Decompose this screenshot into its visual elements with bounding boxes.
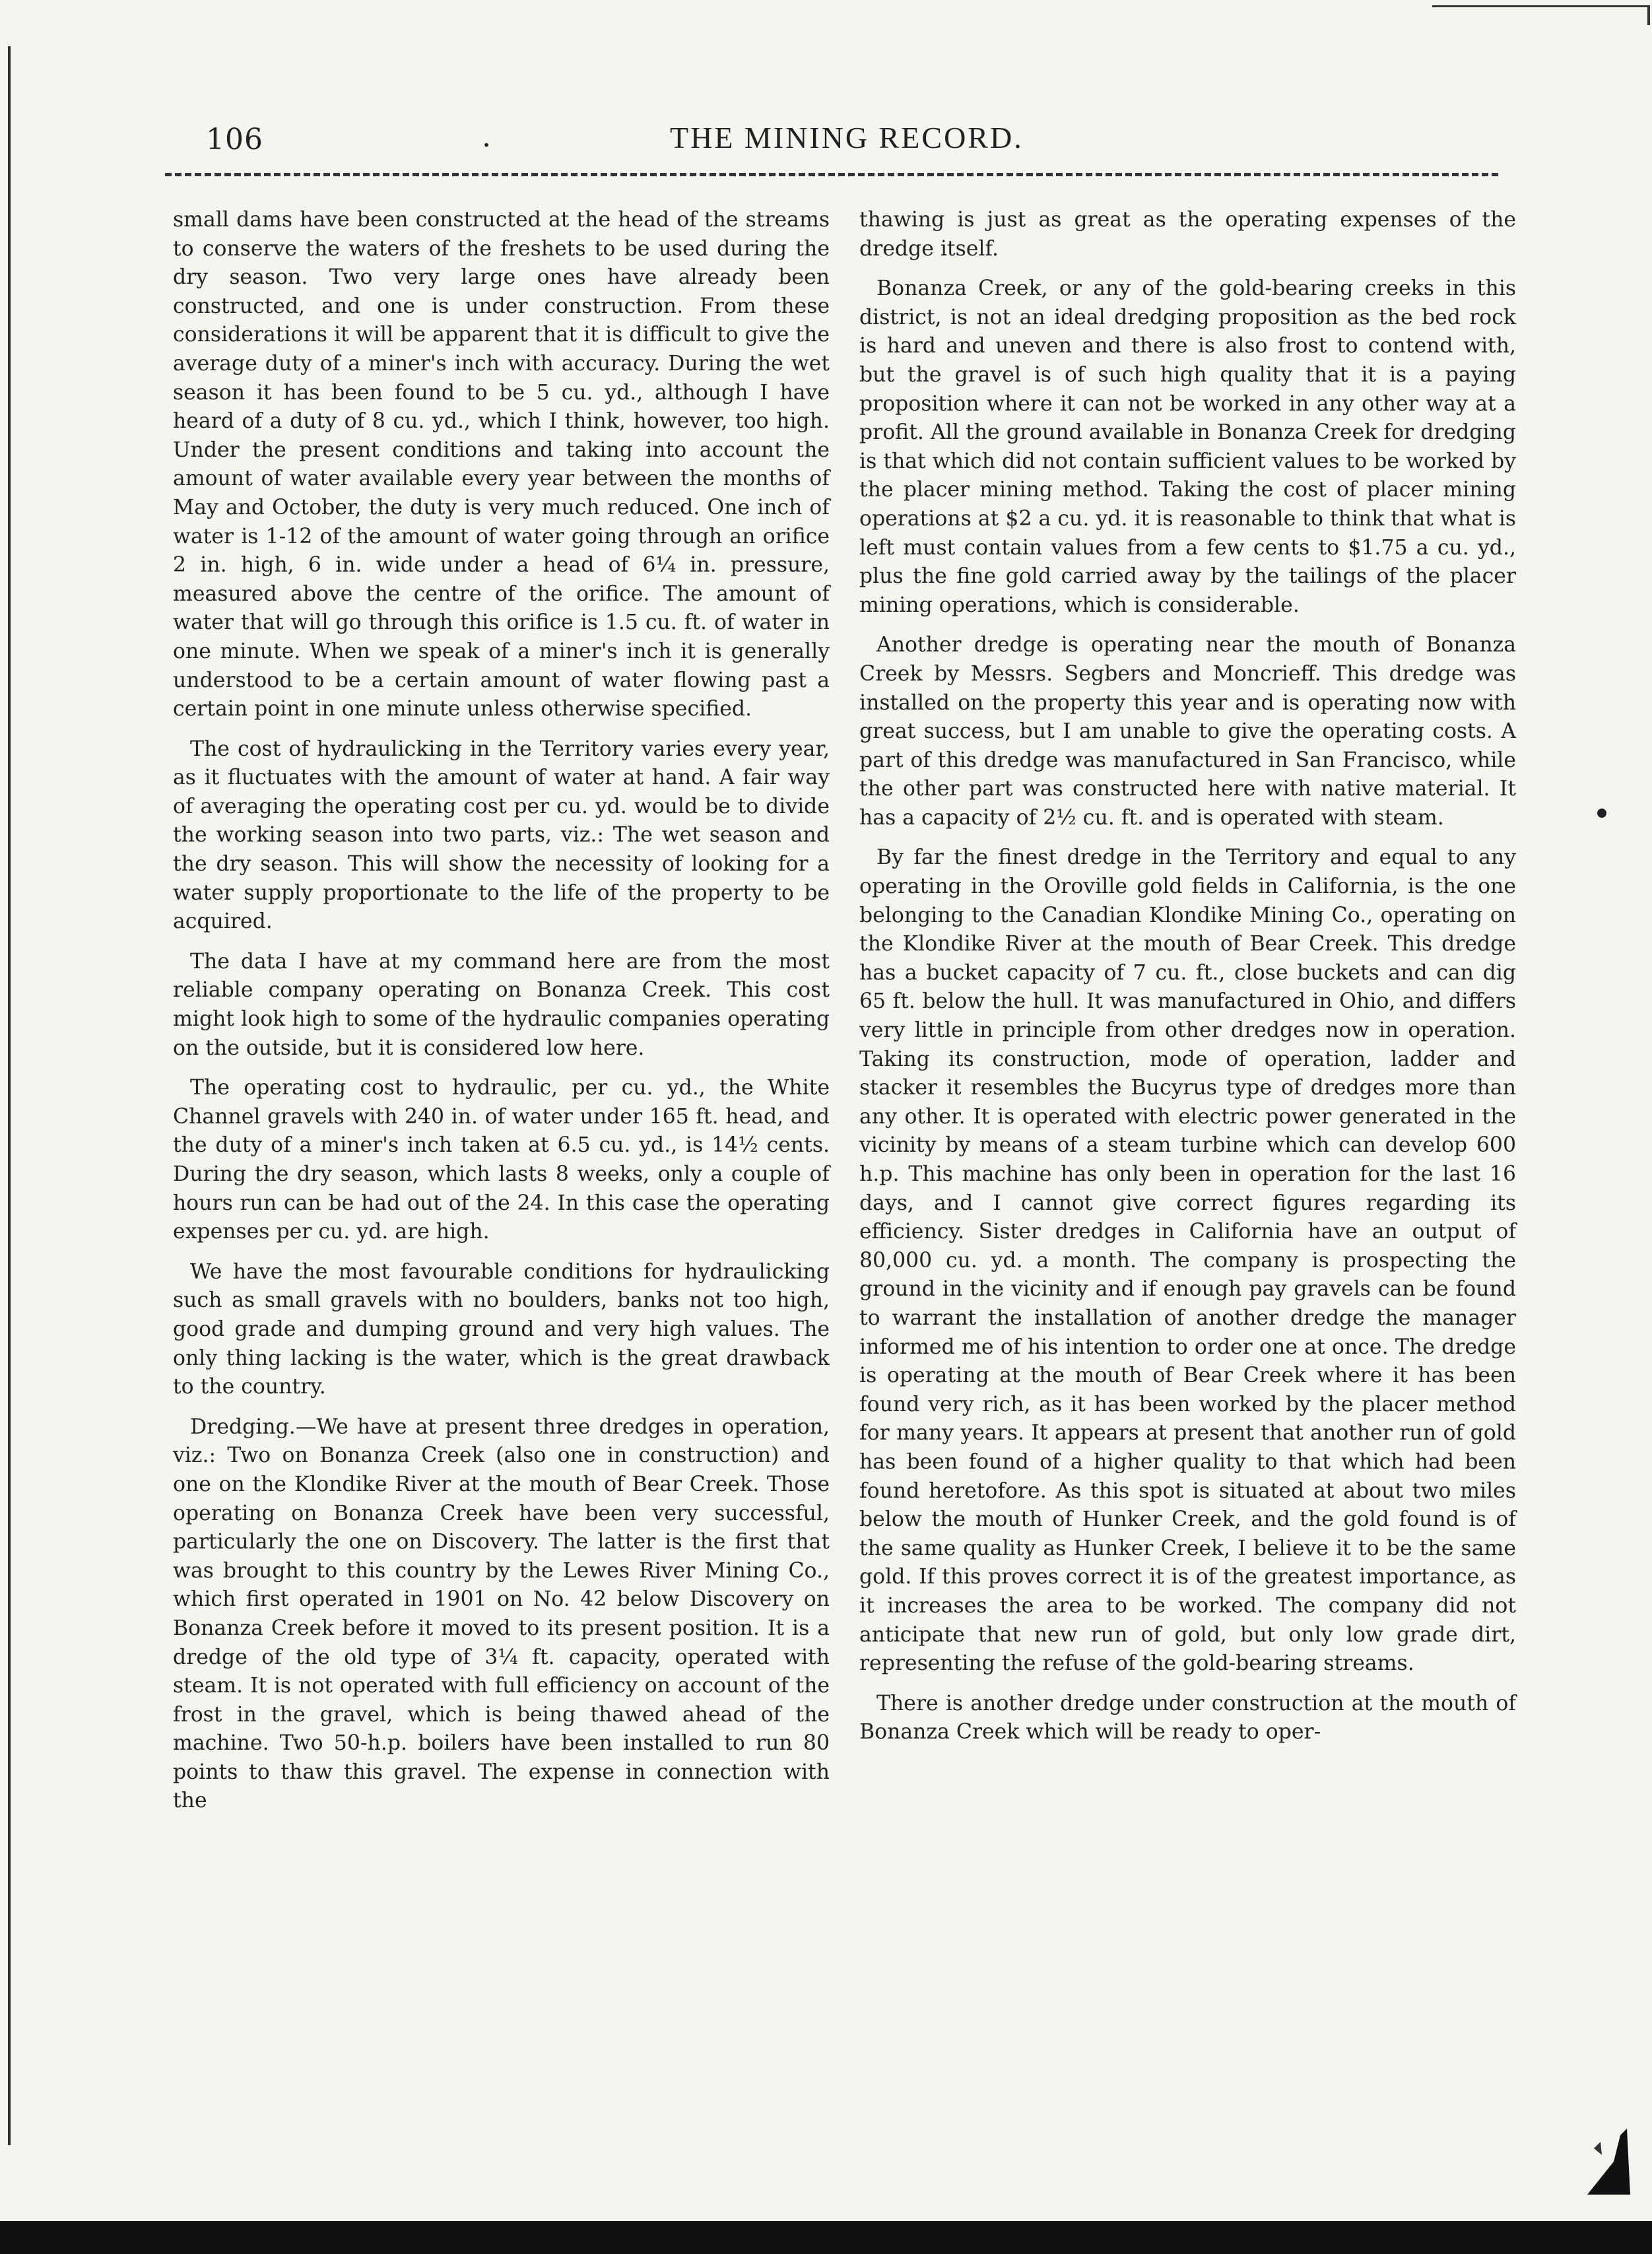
scan-bottom-bar <box>0 2221 1652 2254</box>
running-head: THE MINING RECORD. <box>670 121 1024 154</box>
scan-top-edge-tick <box>1647 5 1650 25</box>
right-column <box>859 206 1516 1758</box>
left-column <box>173 206 830 1827</box>
header-separator: . <box>482 120 491 154</box>
page-number: 106 <box>206 123 263 156</box>
left-paragraph-4: The operating cost to hydraulic, per cu. yd., the White Channel gravels with 240 in. of water under 165 ft. head, and the duty of a miner's inch taken at 6.5 cu. yd., is 14½ cents. During the dry season, which lasts 8 weeks, only a couple of hours run can be had out of the 24. In this case the operating expenses per cu. yd. are high. <box>173 1076 830 1244</box>
corner-scan-mark <box>1574 2122 1634 2195</box>
right-paragraph-1: thawing is just as great as the operating expenses of the dredge itself. <box>859 208 1516 261</box>
right-paragraph-4: By far the finest dredge in the Territory and equal to any operating in the Oroville gold fields in California, is the one belonging to the Canadian Klondike Mining Co., operating on the Klondike River at the mouth of Bear Creek. This dredge has a bucket capacity of 7 cu. ft., close buckets and can dig 65 ft. below the hull. It was manufactured in Ohio, and differs very little in principle from other dredges now in operation. Taking its construction, mode of operation, ladder and stacker it resembles the Bucyrus type of dredges more than any other. It is operated with electric power generated in the vicinity by means of a steam turbine which can develop 600 h.p. This machine has only been in operation for the last 16 days, and I cannot give correct figures regarding its efficiency. Sister dredges in California have an output of 80,000 cu. yd. a month. The company is prospecting the ground in the vicinity and if enough pay gravels can be found to warrant the installation of another dredge the manager informed me of his intention to order one at once. The dredge is operating at the mouth of Bear Creek where it has been found very rich, as it has been worked by the placer method for many years. It appears at present that another run of gold has been found of a higher quality to that which had been found heretofore. As this spot is situated at about two miles below the mouth of Hunker Creek, and the gold found is of the same quality as Hunker Creek, I believe it to be the same gold. If this proves correct it is of the greatest importance, as it increases the area to be worked. The company did not anticipate that new run of gold, but only low grade dirt, representing the refuse of the gold-bearing streams. <box>859 845 1516 1676</box>
scan-top-edge <box>1432 5 1650 7</box>
left-paragraph-6: Dredging.—We have at present three dredges in operation, viz.: Two on Bonanza Creek (also one in construction) and one on the Klondike River at the mouth of Bear Creek. Those operating on Bonanza Creek have been very successful, particularly the one on Discovery. The latter is the first that was brought to this country by the Lewes River Mining Co., which first operated in 1901 on No. 42 below Discovery on Bonanza Creek before it moved to its present position. It is a dredge of the old type of 3¼ ft. capacity, operated with steam. It is not operated with full efficiency on account of the frost in the gravel, which is being thawed ahead of the machine. Two 50-h.p. boilers have been installed to run 80 points to thaw this gravel. The expense in connection with the <box>173 1414 830 1813</box>
right-paragraph-3: Another dredge is operating near the mouth of Bonanza Creek by Messrs. Segbers and Moncrieff. This dredge was installed on the property this year and is operating now with great success, but I am unable to give the operating costs. A part of this dredge was manufactured in San Francisco, while the other part was constructed here with native material. It has a capacity of 2½ cu. ft. and is operated with steam. <box>859 633 1516 830</box>
header-rule <box>165 173 1498 176</box>
left-paragraph-3: The data I have at my command here are from the most reliable company operating on Bonanza Creek. This cost might look high to some of the hydraulic companies operating on the outside, but it is considered low here. <box>173 949 830 1060</box>
right-paragraph-5: There is another dredge under construction at the mouth of Bonanza Creek which will be ready to oper- <box>859 1691 1516 1744</box>
scan-left-edge <box>8 46 11 2145</box>
margin-dot <box>1597 809 1606 818</box>
right-paragraph-2: Bonanza Creek, or any of the gold-bearing creeks in this district, is not an ideal dredging proposition as the bed rock is hard and uneven and there is also frost to contend with, but the gravel is of such high quality that it is a paying proposition where it can not be worked in any other way at a profit. All the ground available in Bonanza Creek for dredging is that which did not contain sufficient values to be worked by the placer mining method. Taking the cost of placer mining operations at $2 a cu. yd. it is reasonable to think that what is left must contain values from a few cents to $1.75 a cu. yd., plus the fine gold carried away by the tailings of the placer mining operations, which is considerable. <box>859 277 1516 617</box>
left-paragraph-1: small dams have been constructed at the head of the streams to conserve the waters of the freshets to be used during the dry season. Two very large ones have already been constructed, and one is under construction. From these considerations it will be apparent that it is difficult to give the average duty of a miner's inch with accuracy. During the wet season it has been found to be 5 cu. yd., although I have heard of a duty of 8 cu. yd., which I think, however, too high. Under the present conditions and taking into account the amount of water available every year between the months of May and October, the duty is very much reduced. One inch of water is 1-12 of the amount of water going through an orifice 2 in. high, 6 in. wide under a head of 6¼ in. pressure, measured above the centre of the orifice. The amount of water that will go through this orifice is 1.5 cu. ft. of water in one minute. When we speak of a miner's inch it is generally understood to be a certain amount of water flowing past a certain point in one minute unless otherwise specified. <box>173 208 830 721</box>
left-paragraph-5: We have the most favourable conditions for hydraulicking such as small gravels with no boulders, banks not too high, good grade and dumping ground and very high values. The only thing lacking is the water, which is the great drawback to the country. <box>173 1259 830 1399</box>
left-paragraph-2: The cost of hydraulicking in the Territory varies every year, as it fluctuates with the amount of water at hand. A fair way of averaging the operating cost per cu. yd. would be to divide the working season into two parts, viz.: The wet season and the dry season. This will show the necessity of looking for a water supply proportionate to the life of the property to be acquired. <box>173 737 830 934</box>
